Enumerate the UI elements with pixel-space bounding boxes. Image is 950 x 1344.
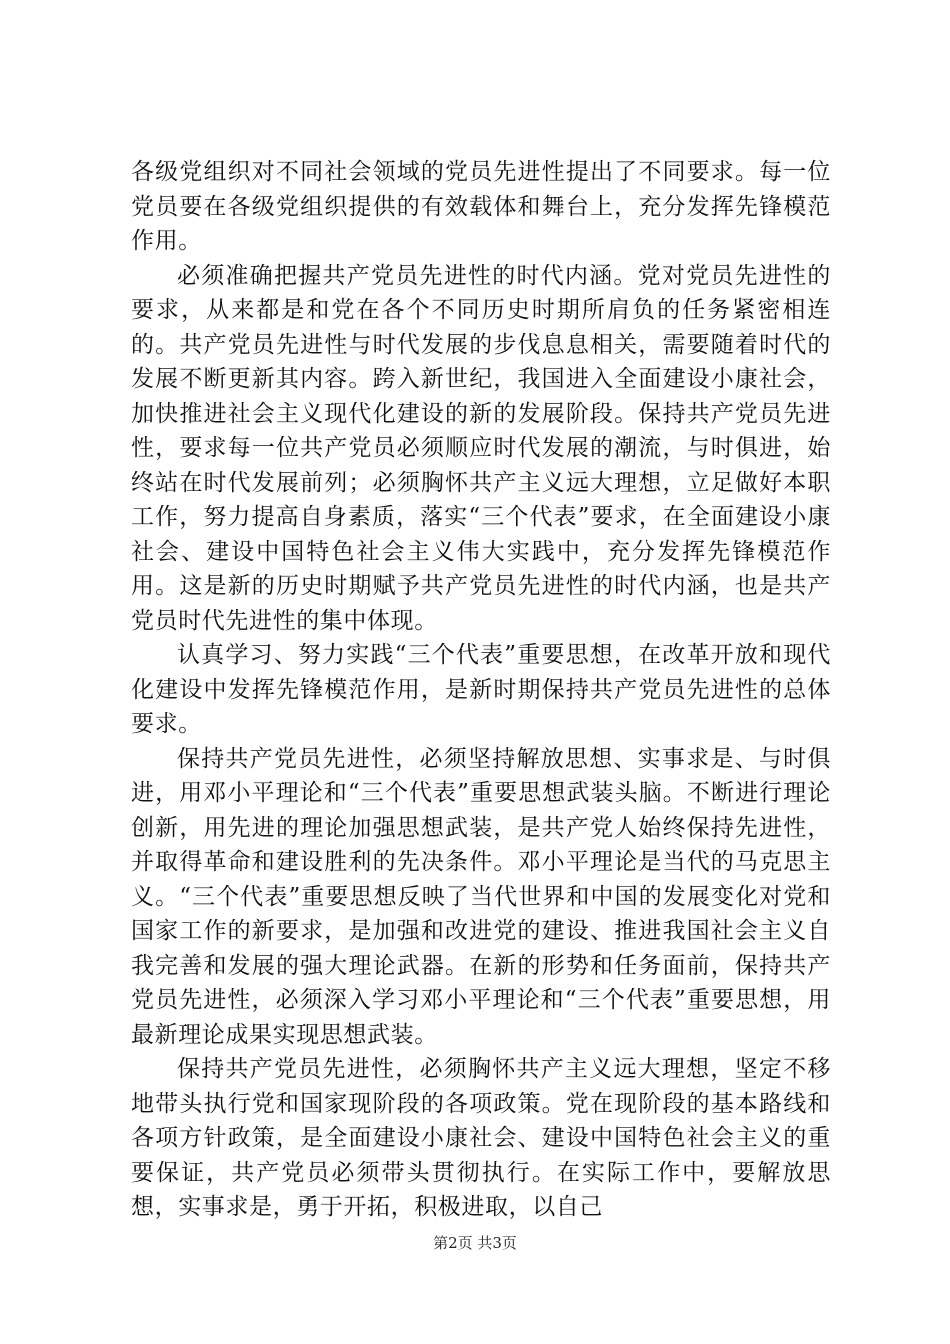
paragraph-2: 必须准确把握共产党员先进性的时代内涵。党对党员先进性的要求，从来都是和党在各个不同历史时期所肩负的任务紧密相连的。共产党员先进性与时代发展的步伐息息相关，需要随着时代的发展不断更新其内容。跨入新世纪，我国进入全面建设小康社会，加快推进社会主义现代化建设的新的发展阶段。保持共产党员先进性，要求每一位共产党员必须顺应时代发展的潮流，与时俱进，始终站在时代发展前列；必须胸怀共产主义远大理想，立足做好本职工作，努力提高自身素质，落实“三个代表”要求，在全面建设小康社会、建设中国特色社会主义伟大实践中，充分发挥先锋模范作用。这是新的历史时期赋予共产党员先进性的时代内涵，也是共产党员时代先进性的集中体现。: [131, 262, 831, 634]
document-body: [131, 155, 831, 1225]
paragraph-5: 保持共产党员先进性，必须胸怀共产主义远大理想，坚定不移地带头执行党和国家现阶段的各项政策。党在现阶段的基本路线和各项方针政策，是全面建设小康社会、建设中国特色社会主义的重要保证，共产党员必须带头贯彻执行。在实际工作中，要解放思想，实事求是，勇于开拓，积极进取，以自己: [131, 1056, 831, 1220]
paragraph-1: 各级党组织对不同社会领域的党员先进性提出了不同要求。每一位党员要在各级党组织提供的有效载体和舞台上，充分发挥先锋模范作用。: [131, 159, 831, 254]
paragraph-4: 保持共产党员先进性，必须坚持解放思想、实事求是、与时俱进，用邓小平理论和“三个代表”重要思想武装头脑。不断进行理论创新，用先进的理论加强思想武装，是共产党人始终保持先进性，并取得革命和建设胜利的先决条件。邓小平理论是当代的马克思主义。“三个代表”重要思想反映了当代世界和中国的发展变化对党和国家工作的新要求，是加强和改进党的建设、推进我国社会主义自我完善和发展的强大理论武器。在新的形势和任务面前，保持共产党员先进性，必须深入学习邓小平理论和“三个代表”重要思想，用最新理论成果实现思想武装。: [131, 745, 831, 1048]
paragraph-3: 认真学习、努力实践“三个代表”重要思想，在改革开放和现代化建设中发挥先锋模范作用，是新时期保持共产党员先进性的总体要求。: [131, 642, 831, 737]
page-number-footer: 第2页 共3页: [433, 1234, 517, 1252]
